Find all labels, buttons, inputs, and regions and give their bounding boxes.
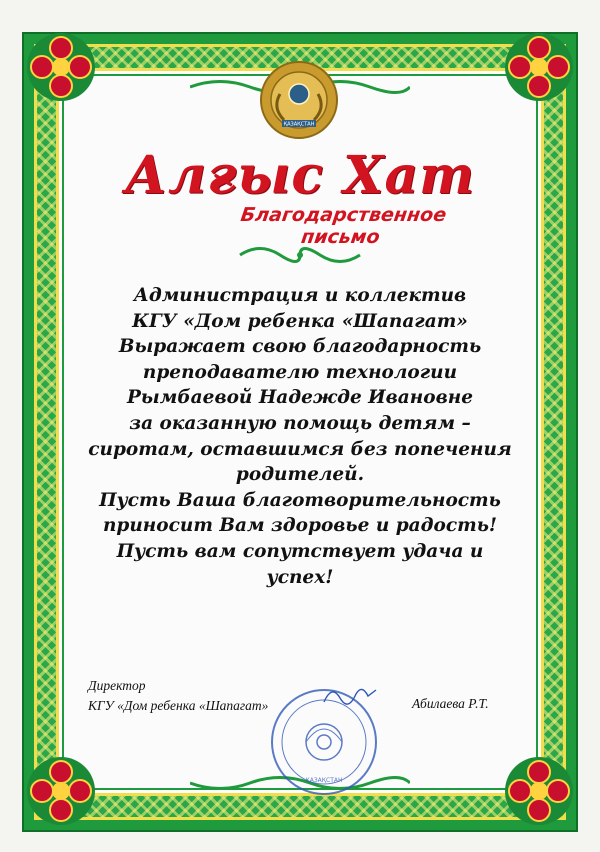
title-kazakh: Алғыс Хат — [124, 145, 476, 206]
body-line: преподавателю технологии — [142, 361, 458, 383]
signer-name: Абилаева Р.Т. — [412, 696, 489, 711]
body-line: сиротам, оставшимся без попечения — [88, 438, 512, 460]
corner-ornament-bottom-left — [22, 752, 100, 830]
body-line: Администрация и коллектив — [133, 285, 467, 306]
corner-ornament-bottom-right — [500, 752, 578, 830]
state-emblem-icon — [250, 60, 348, 140]
body-line: родителей. — [235, 464, 365, 486]
corner-ornament-top-right — [500, 28, 578, 106]
body-line: Выражает свою благодарность — [118, 336, 482, 358]
body-line: Рымбаевой Надежде Ивановне — [127, 387, 473, 409]
stamp-text: ҚАЗАҚСТАН — [305, 777, 343, 784]
body-line: Пусть Ваша благотворительность — [99, 489, 501, 511]
letter-body — [84, 283, 516, 590]
body-line: Пусть вам сопутствует удача и — [116, 540, 484, 562]
emblem-text: ҚАЗАҚСТАН — [283, 121, 315, 128]
title-ornament-icon — [230, 242, 370, 268]
body-line: приносит Вам здоровье и радость! — [102, 515, 498, 537]
body-line: за оказанную помощь детям – — [129, 412, 471, 434]
signature-block — [88, 676, 268, 716]
body-line: КГУ «Дом ребенка «Шапагат» — [132, 310, 468, 332]
title-russian: Благодарственное письмо — [239, 204, 448, 248]
handwritten-signature-icon — [322, 680, 378, 710]
signer-position: Директор — [88, 678, 146, 693]
signer-organization: КГУ «Дом ребенка «Шапагат» — [88, 698, 269, 713]
corner-ornament-top-left — [22, 28, 100, 106]
body-line: успех! — [266, 566, 334, 588]
